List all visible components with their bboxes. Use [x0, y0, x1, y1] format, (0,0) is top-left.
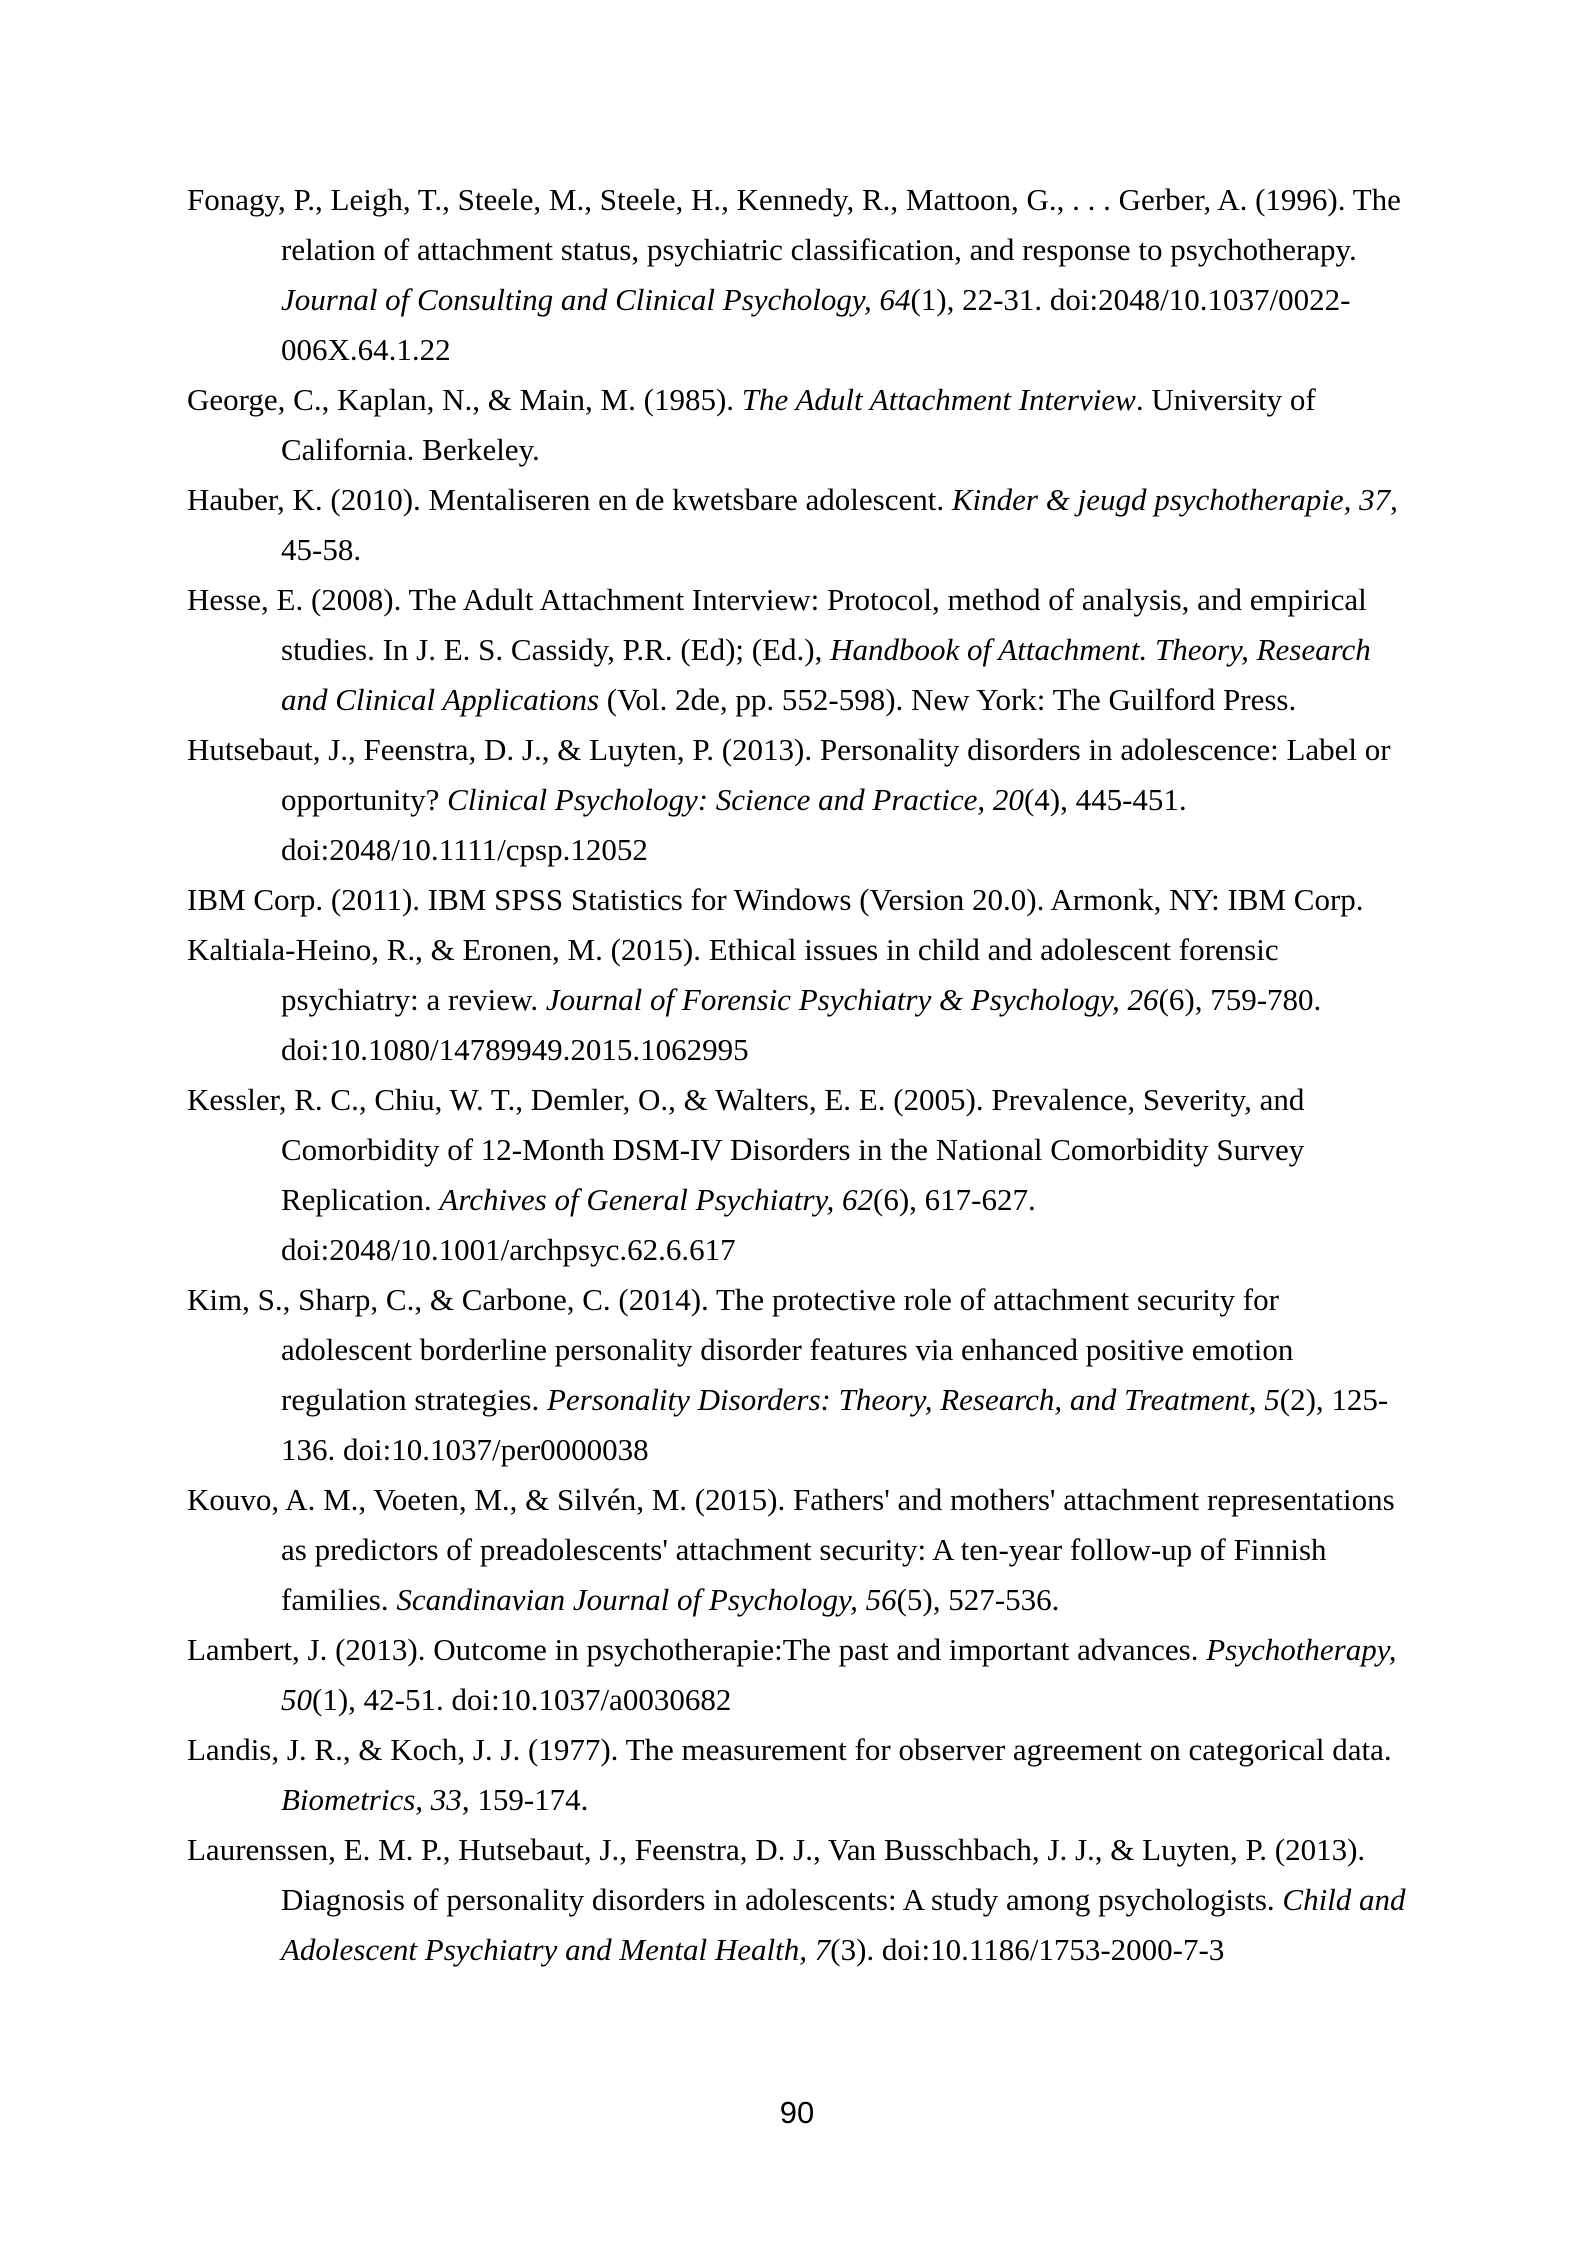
- reference-italic-segment: Clinical Psychology: Science and Practice, 20: [447, 782, 1024, 817]
- reference-entry: [187, 925, 1415, 1075]
- reference-italic-segment: The Adult Attachment Interview: [741, 382, 1136, 417]
- reference-italic-segment: Psychotherapy, 50: [281, 1632, 1397, 1717]
- page-number: 90: [779, 2095, 815, 2130]
- reference-entry: [187, 1625, 1415, 1725]
- reference-text-segment: Kaltiala-Heino, R., & Eronen, M. (2015). Ethical issues in child and adolescent forensic psychiatry: a review.: [187, 932, 1279, 1017]
- reference-text-segment: Hutsebaut, J., Feenstra, D. J., & Luyten, P. (2013). Personality disorders in adolescence: Label or opportunity?: [187, 732, 1391, 817]
- reference-text-segment: (Vol. 2de, pp. 552-598). New York: The Guilford Press.: [599, 682, 1297, 717]
- reference-text-segment: , 45-58.: [281, 482, 1398, 567]
- reference-entry: [187, 175, 1415, 375]
- reference-text-segment: Fonagy, P., Leigh, T., Steele, M., Steele, H., Kennedy, R., Mattoon, G., . . . Gerber, A. (1996). The relation of attachment status, psychiatric classification, and response to psychotherapy.: [187, 182, 1401, 267]
- reference-text-segment: (3). doi:10.1186/1753-2000-7-3: [830, 1932, 1225, 1967]
- reference-entry: [187, 1475, 1415, 1625]
- reference-italic-segment: Scandinavian Journal of Psychology, 56: [396, 1582, 897, 1617]
- reference-entry: [187, 725, 1415, 875]
- reference-text-segment: Laurenssen, E. M. P., Hutsebaut, J., Feenstra, D. J., Van Busschbach, J. J., & Luyten, P. (2013). Diagnosis of personality disorders in adolescents: A study among psychologists.: [187, 1832, 1366, 1917]
- reference-entry: [187, 1075, 1415, 1275]
- reference-text-segment: Kim, S., Sharp, C., & Carbone, C. (2014). The protective role of attachment security for adolescent borderline personality disorder features via enhanced positive emotion regulation strategies.: [187, 1282, 1294, 1417]
- reference-text-segment: (1), 22-31. doi:2048/10.1037/0022-006X.64.1.22: [281, 282, 1351, 367]
- reference-entry: [187, 875, 1415, 925]
- reference-text-segment: Hauber, K. (2010). Mentaliseren en de kwetsbare adolescent.: [187, 482, 952, 517]
- reference-text-segment: Kessler, R. C., Chiu, W. T., Demler, O., & Walters, E. E. (2005). Prevalence, Severity, and Comorbidity of 12-Month DSM-IV Disorders in the National Comorbidity Survey Replication.: [187, 1082, 1305, 1217]
- reference-text-segment: (6), 617-627. doi:2048/10.1001/archpsyc.62.6.617: [281, 1182, 1036, 1267]
- reference-italic-segment: Child and Adolescent Psychiatry and Mental Health, 7: [281, 1882, 1406, 1967]
- reference-text-segment: (2), 125-136. doi:10.1037/per0000038: [281, 1382, 1389, 1467]
- reference-italic-segment: Journal of Consulting and Clinical Psychology, 64: [281, 282, 911, 317]
- reference-entry: [187, 375, 1415, 475]
- reference-text-segment: (1), 42-51. doi:10.1037/a0030682: [312, 1682, 732, 1717]
- reference-text-segment: IBM Corp. (2011). IBM SPSS Statistics for Windows (Version 20.0). Armonk, NY: IBM Corp.: [187, 882, 1364, 917]
- reference-entry: [187, 1725, 1415, 1825]
- reference-text-segment: Kouvo, A. M., Voeten, M., & Silvén, M. (2015). Fathers' and mothers' attachment representations as predictors of preadolescents' attachment security: A ten-year follow-up of Finnish families.: [187, 1482, 1395, 1617]
- reference-entry: [187, 1275, 1415, 1475]
- reference-text-segment: (6), 759-780. doi:10.1080/14789949.2015.1062995: [281, 982, 1322, 1067]
- reference-text-segment: (5), 527-536.: [896, 1582, 1060, 1617]
- reference-italic-segment: Kinder & jeugd psychotherapie, 37: [951, 482, 1391, 517]
- reference-entry: [187, 475, 1415, 575]
- reference-italic-segment: Journal of Forensic Psychiatry & Psychology, 26: [545, 982, 1159, 1017]
- reference-text-segment: Lambert, J. (2013). Outcome in psychotherapie:The past and important advances.: [187, 1632, 1207, 1667]
- reference-italic-segment: Archives of General Psychiatry, 62: [439, 1182, 874, 1217]
- reference-italic-segment: Biometrics, 33: [281, 1782, 462, 1817]
- reference-text-segment: . University of California. Berkeley.: [281, 382, 1316, 467]
- reference-text-segment: Hesse, E. (2008). The Adult Attachment Interview: Protocol, method of analysis, and empirical studies. In J. E. S. Cassidy, P.R. (Ed); (Ed.),: [187, 582, 1367, 667]
- reference-text-segment: George, C., Kaplan, N., & Main, M. (1985).: [187, 382, 742, 417]
- reference-text-segment: , 159-174.: [461, 1782, 589, 1817]
- reference-entry: [187, 1825, 1415, 1975]
- reference-text-segment: (4), 445-451. doi:2048/10.1111/cpsp.12052: [281, 782, 1187, 867]
- reference-entry: [187, 575, 1415, 725]
- reference-list: [187, 175, 1415, 1975]
- reference-italic-segment: Personality Disorders: Theory, Research, and Treatment, 5: [547, 1382, 1280, 1417]
- reference-italic-segment: Handbook of Attachment. Theory, Research and Clinical Applications: [281, 632, 1371, 717]
- reference-text-segment: Landis, J. R., & Koch, J. J. (1977). The measurement for observer agreement on categorical data.: [187, 1732, 1392, 1767]
